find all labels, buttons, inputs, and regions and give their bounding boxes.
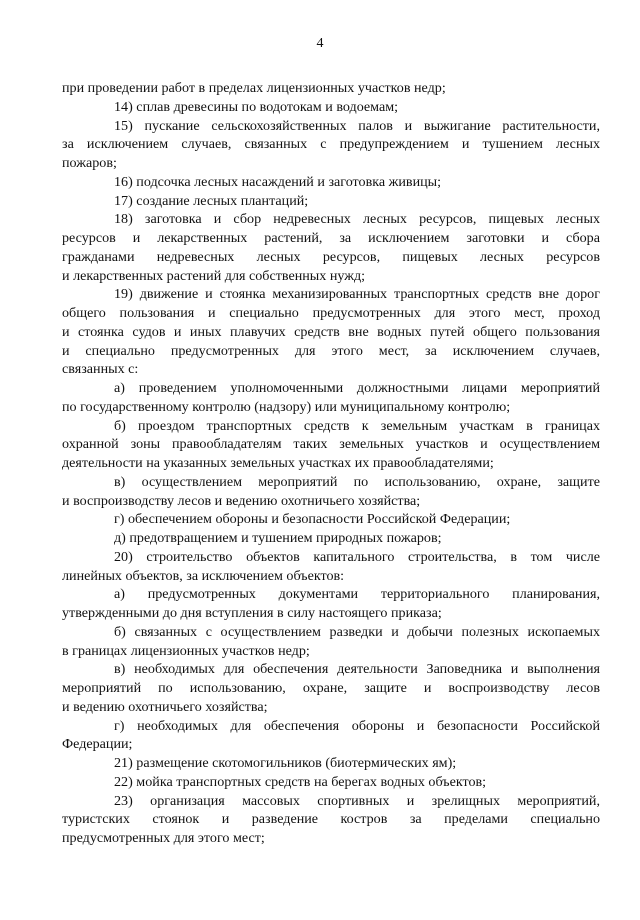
text-line: б) проездом транспортных средств к земельным участкам в границах: [114, 417, 600, 434]
text-line: общего пользования и специально предусмотренных для этого мест, проход: [62, 305, 600, 321]
text-line: при проведении работ в пределах лицензионных участков недр;: [62, 80, 446, 96]
text-line: и ведению охотничьего хозяйства;: [62, 698, 268, 715]
text-line: 17) создание лесных плантаций;: [114, 192, 309, 209]
text-line: д) предотвращением и тушением природных пожаров;: [114, 530, 442, 546]
text-line: г) обеспечением обороны и безопасности Российской Федерации;: [114, 511, 511, 528]
text-line: туристских стоянок и разведение костров за пределами специально: [62, 811, 600, 828]
page-number: 4: [316, 36, 324, 51]
document-body: [62, 79, 600, 848]
text-line: в) необходимых для обеспечения деятельности Заповедника и выполнения: [114, 661, 600, 678]
text-line: охранной зоны правообладателям таких земельных участков и осуществлением: [62, 436, 600, 453]
text-line: и специально предусмотренных для этого мест, за исключением случаев,: [62, 342, 600, 359]
text-line: 15) пускание сельскохозяйственных палов и выжигание растительности,: [114, 117, 600, 134]
text-line: и стоянка судов и иных плавучих средств вне водных путей общего пользования: [62, 323, 600, 340]
text-line: и воспроизводству лесов и ведению охотничьего хозяйства;: [62, 492, 421, 509]
text-line: ресурсов и лекарственных растений, за исключением заготовки и сбора: [62, 230, 600, 246]
text-line: 19) движение и стоянка механизированных транспортных средств вне дорог: [114, 286, 600, 303]
text-line: и лекарственных растений для собственных нужд;: [62, 267, 366, 284]
text-line: по государственному контролю (надзору) или муниципальному контролю;: [62, 398, 511, 415]
text-line: г) необходимых для обеспечения обороны и безопасности Российской: [114, 717, 600, 734]
text-line: линейных объектов, за исключением объектов:: [62, 567, 345, 584]
text-line: в) осуществлением мероприятий по использованию, охране, защите: [114, 473, 600, 490]
text-line: 14) сплав древесины по водотокам и водоемам;: [114, 98, 399, 115]
text-line: а) проведением уполномоченными должностными лицами мероприятий: [114, 380, 600, 396]
text-line: Федерации;: [62, 736, 133, 753]
text-line: гражданами недревесных лесных ресурсов, пищевых лесных ресурсов: [62, 248, 600, 265]
text-line: б) связанных с осуществлением разведки и добычи полезных ископаемых: [114, 623, 600, 640]
text-line: связанных с:: [62, 361, 139, 378]
text-line: а) предусмотренных документами территориального планирования,: [114, 586, 600, 603]
text-line: 16) подсочка лесных насаждений и заготовка живицы;: [114, 173, 442, 190]
text-line: пожаров;: [62, 155, 117, 171]
text-line: 20) строительство объектов капитального строительства, в том числе: [114, 548, 600, 565]
text-line: 22) мойка транспортных средств на берегах водных объектов;: [114, 773, 487, 790]
text-line: в границах лицензионных участков недр;: [62, 642, 310, 659]
text-line: мероприятий по использованию, охране, защите и воспроизводству лесов: [62, 680, 600, 696]
text-line: за исключением случаев, связанных с предупреждением и тушением лесных: [62, 136, 600, 153]
text-line: 23) организация массовых спортивных и зрелищных мероприятий,: [114, 792, 600, 809]
text-line: деятельности на указанных земельных участках их правообладателями;: [62, 455, 494, 471]
text-line: предусмотренных для этого мест;: [62, 830, 265, 846]
text-line: утвержденными до дня вступления в силу настоящего приказа;: [62, 605, 442, 621]
text-line: 21) размещение скотомогильников (биотермических ям);: [114, 755, 457, 771]
text-line: 18) заготовка и сбор недревесных лесных ресурсов, пищевых лесных: [114, 211, 600, 228]
